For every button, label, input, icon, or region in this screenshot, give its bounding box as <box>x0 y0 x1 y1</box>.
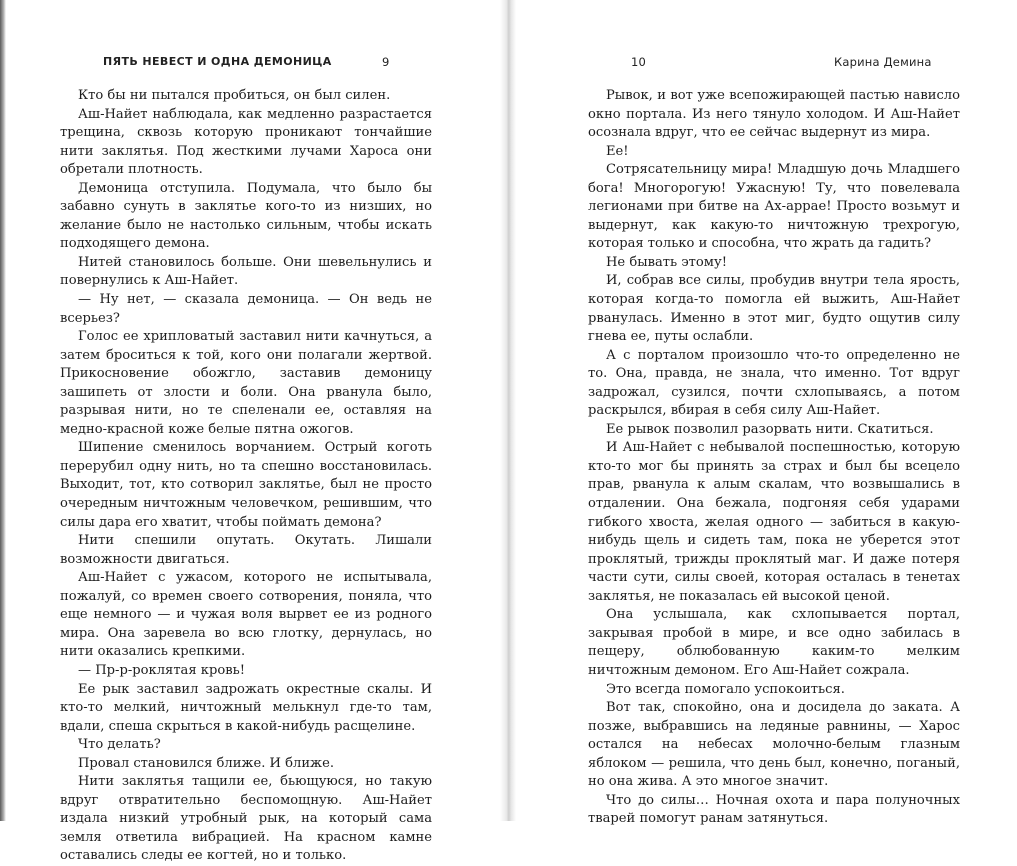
paragraph: Что делать? <box>78 737 161 753</box>
paragraph: И, собрав все силы, пробудив внутри тела ярость, которая когда-то помогла ей выжить, Аш-Найет рванулась. Именно в этот миг, будто ощутив силу гнева ее, путы ослабли. <box>588 273 960 345</box>
paragraph: Рывок, и вот уже всепожирающей пастью нависло окно портала. Из него тянуло холодом. И Аш-Найет осознала вдруг, что ее сейчас выдернут из мира. <box>588 88 960 141</box>
paragraph: Провал становился ближе. И ближе. <box>78 755 335 771</box>
paragraph: Это всегда помогало успокоиться. <box>606 681 845 697</box>
paragraph: А с порталом произошло что-то определенно не то. Она, правда, не знала, что именно. Тот вдруг задрожал, сузился, почти схлопываясь, а потом раскрылся, вбирая в себя силу Аш-Найет. <box>588 347 960 419</box>
book-gutter <box>500 0 516 821</box>
paragraph: Шипение сменилось ворчанием. Острый коготь перерубил одну нить, но та спешно восстановилась. Выходит, тот, кто сотворил заклятье, был не просто очередным ничтожным человечком, решившим, что силы дара его хватит, чтобы поймать демона? <box>60 440 432 530</box>
paragraph: Вот так, спокойно, она и досидела до заката. А позже, выбравшись на ледяные равнины, — Харос остался на небесах молочно-белым глазным яблоком — решила, что день был, конечно, поганый, но она жива. А это многое значит. <box>588 700 960 790</box>
paragraph: Демоница отступила. Подумала, что было бы забавно сунуть в заклятье кого-то из низших, но желание было не настолько сильным, чтобы искать подходящего демона. <box>60 180 432 252</box>
paragraph: Аш-Найет с ужасом, которого не испытывала, пожалуй, со времен своего сотворения, поняла, что еще немного — и чужая воля вырвет ее из родного мира. Она заревела во всю глотку, дернулась, но нити оказались крепкими. <box>60 570 432 660</box>
paragraph: — Пр-р-роклятая кровь! <box>78 662 245 678</box>
paragraph: Ее рывок позволил разорвать нити. Скатиться. <box>606 421 934 437</box>
page-number-right: 10 <box>631 55 647 69</box>
paragraph: — Ну нет, — сказала демоница. — Он ведь не всерьез? <box>60 292 432 326</box>
paragraph: Нитей становилось больше. Они шевельнулись и повернулись к Аш-Найет. <box>60 254 432 289</box>
page-number-left: 9 <box>382 55 390 69</box>
paragraph: Не бывать этому! <box>606 254 727 270</box>
right-page-body <box>588 87 960 829</box>
paragraph: Сотрясательницу мира! Младшую дочь Младшего бога! Многорогую! Ужасную! Ту, что повелевала легионами при битве на Ах-арраe! Просто возьмут и выдернут, как какую-то ничтожную трехрогую, которая только и способна, что жрать да гадить? <box>588 162 960 252</box>
paragraph: Аш-Найет наблюдала, как медленно разрастается трещина, сквозь которую проникают тончайшие нити заклятья. Под жесткими лучами Хароса они обретали плотность. <box>60 106 432 178</box>
paragraph: И Аш-Найет с небывалой поспешностью, которую кто-то мог бы принять за страх и был бы всецело прав, рванула к алым скалам, что возвышались в отдалении. Она бежала, подгоняя себя ударами гибкого хвоста, желая одного — забиться в какую-нибудь щель и сидеть там, пока не уберется этот проклятый, трижды проклятый маг. И даже потеря части сути, силы своей, которая осталась в тенетах заклятья, не показалась ей высокой ценой. <box>588 440 960 604</box>
paragraph: Ее рык заставил задрожать окрестные скалы. И кто-то мелкий, ничтожный мелькнул где-то там, вдали, спеша скрыться в какой-нибудь расщелине. <box>60 681 432 734</box>
paragraph: Голос ее хрипловатый заставил нити качнуться, а затем броситься к той, кого они полагали жертвой. Прикосновение обожгло, заставив демоницу зашипеть от злости и боли. Она рванула было, разрывая нити, но те спеленали ее, оставляя на медно-красной коже белые пятна ожогов. <box>60 329 432 437</box>
left-page-body <box>60 87 432 866</box>
paragraph: Кто бы ни пытался пробиться, он был силен. <box>78 88 391 103</box>
paragraph: Ее! <box>606 143 629 159</box>
paragraph: Она услышала, как схлопывается портал, закрывая пробой в мире, и все одно забилась в пещеру, облюбованную каким-то мелким ничтожным демоном. Его Аш-Найет сожрала. <box>588 607 960 678</box>
running-header-title: ПЯТЬ НЕВЕСТ И ОДНА ДЕМОНИЦА <box>103 55 332 68</box>
running-header-author: Карина Демина <box>834 55 932 69</box>
paragraph: Нити спешили опутать. Окутать. Лишали возможности двигаться. <box>60 533 432 567</box>
paragraph: Что до силы… Ночная охота и пара полуночных тварей помогут ранам затянуться. <box>588 792 960 827</box>
paragraph: Нити заклятья тащили ее, бьющуюся, но такую вдруг отвратительно беспомощную. Аш-Найет издала низкий утробный рык, на который сама земля ответила вибрацией. На красном камне оставались следы ее когтей, но и только. <box>60 774 432 864</box>
